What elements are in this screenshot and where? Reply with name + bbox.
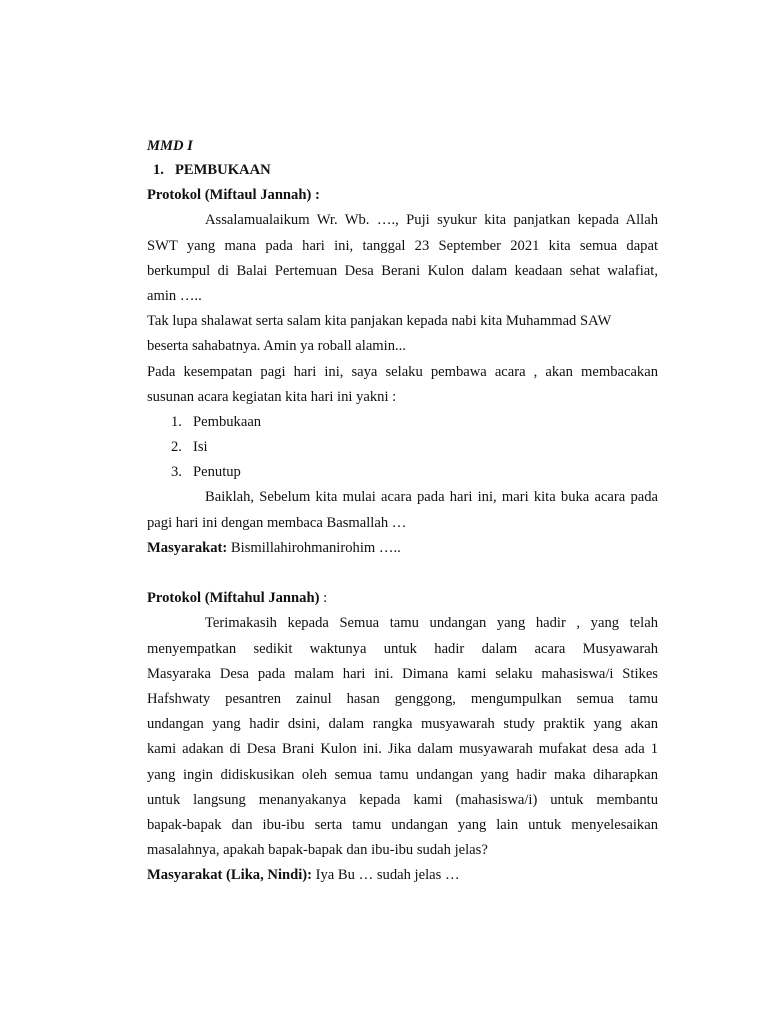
speaker-masyarakat: Masyarakat: [147, 539, 228, 556]
paragraph-line: Terimakasih kepada Semua tamu undangan yang hadir , yang telah [205, 615, 658, 632]
speaker-colon: : [319, 590, 328, 607]
paragraph-line: Pada kesempatan pagi hari ini, saya selaku pembawa acara , akan membacakan [147, 363, 658, 380]
list-item-number: 1. [171, 413, 182, 430]
section-heading [147, 158, 658, 183]
paragraph-line: SWT yang mana pada hari ini, tanggal 23 September 2021 kita semua dapat [147, 237, 658, 254]
speaker-protocol-2-line [147, 586, 658, 611]
paragraph-line: amin ….. [147, 287, 202, 304]
paragraph-line: berkumpul di Balai Pertemuan Desa Berani Kulon dalam keadaan sehat walafiat, [147, 262, 658, 279]
paragraph-line: kami adakan di Desa Brani Kulon ini. Jika dalam musyawarah mufakat desa ada 1 [147, 741, 658, 758]
paragraph-agenda-intro [147, 360, 658, 410]
paragraph-line: Baiklah, Sebelum kita mulai acara pada hari ini, mari kita buka acara pada [205, 489, 658, 506]
speaker-protocol-2: Protokol (Miftahul Jannah) [147, 590, 320, 607]
list-item-number: 2. [171, 439, 182, 456]
paragraph-shalawat [147, 309, 658, 359]
paragraph-line: menyempatkan sedikit waktunya untuk hadir dalam acara Musyawarah [147, 640, 658, 657]
paragraph-line: undangan yang hadir dsini, dalam rangka musyawarah study praktik yang akan [147, 716, 658, 733]
response-text: Bismillahirohmanirohim ….. [227, 539, 401, 556]
blank-line [147, 561, 658, 586]
paragraph-line: Hafshwaty pesantren zainul hasan genggong, mengumpulkan semua tamu [147, 690, 658, 707]
paragraph-line: masalahnya, apakah bapak-bapak dan ibu-ibu sudah jelas? [147, 842, 488, 859]
speaker-protocol-1: Protokol (Miftaul Jannah) : [147, 187, 320, 204]
paragraph-line: beserta sahabatnya. Amin ya roball alamin... [147, 338, 406, 355]
paragraph-line: yang ingin didiskusikan oleh semua tamu undangan yang hadir maka diharapkan [147, 766, 658, 783]
paragraph-thanks [147, 611, 658, 863]
document-body [147, 134, 658, 888]
paragraph-line: Tak lupa shalawat serta salam kita panjakan kepada nabi kita Muhammad SAW [147, 313, 612, 330]
response-line-2 [147, 863, 658, 888]
speaker-masyarakat-lika-nindi: Masyarakat (Lika, Nindi): [147, 867, 312, 884]
list-item [147, 410, 658, 435]
agenda-list [147, 410, 658, 486]
paragraph-line: Assalamualaikum Wr. Wb. …., Puji syukur kita panjatkan kepada Allah [205, 212, 658, 229]
paragraph-basmallah [147, 485, 658, 535]
paragraph-line: untuk langsung menanyakanya kepada kami (mahasiswa/i) untuk membantu [147, 791, 658, 808]
section-label: PEMBUKAAN [175, 162, 271, 178]
paragraph-opening-greeting [147, 208, 658, 309]
list-item [147, 435, 658, 460]
list-item-number: 3. [171, 464, 182, 481]
paragraph-line: pagi hari ini dengan membaca Basmallah … [147, 514, 407, 531]
paragraph-line: bapak-bapak dan ibu-ibu serta tamu undangan yang lain untuk menyelesaikan [147, 816, 658, 833]
document-title: MMD I [147, 138, 193, 154]
list-item-label: Penutup [193, 464, 241, 481]
response-text: Iya Bu … sudah jelas … [312, 867, 460, 884]
section-number: 1. [153, 162, 164, 178]
list-item-label: Pembukaan [193, 413, 262, 430]
response-line-1 [147, 536, 658, 561]
list-item-label: Isi [193, 439, 208, 456]
paragraph-line: susunan acara kegiatan kita hari ini yakni : [147, 388, 397, 405]
list-item [147, 460, 658, 485]
paragraph-line: Masyaraka Desa pada malam hari ini. Dimana kami selaku mahasiswa/i Stikes [147, 665, 658, 682]
